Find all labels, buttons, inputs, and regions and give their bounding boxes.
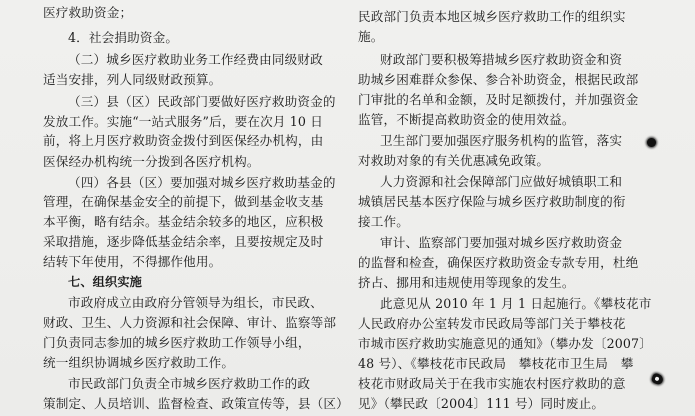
text-line: 门审批的名单和金额，及时足额拨付，并加强资金	[358, 92, 639, 107]
text-line: 挤占、挪用和违规使用等现象的发生。	[358, 275, 575, 290]
text-line: 市城市医疗救助实施意见的通知》（攀办发〔2007〕	[358, 336, 652, 351]
text-line: 见》（攀民政〔2004〕111 号）同时废止。	[358, 396, 605, 411]
text-line: 市民政部门负责全市城乡医疗救助工作的政	[68, 376, 311, 391]
text-line: 监管，不断提高救助资金的使用效益。	[358, 112, 575, 127]
text-line: 人力资源和社会保障部门应做好城镇职工和	[380, 174, 623, 189]
text-line: 门负责同志参加的城乡医疗救助工作领导小组，	[43, 335, 311, 350]
text-line: 枝花市财政局关于在我市实施农村医疗救助的意	[358, 376, 626, 391]
text-line: （三）县（区）民政部门要做好医疗救助资金的	[68, 94, 336, 109]
text-line: 发放工作。实施“一站式服务”后，要在次月 10 日	[43, 114, 323, 129]
text-line: 本平衡，略有结余。基金结余较多的地区，应积极	[43, 214, 324, 229]
text-line: 城镇居民基本医疗保险与城乡医疗救助制度的衔	[358, 194, 626, 209]
ink-blot	[651, 372, 665, 385]
text-line: 财政、卫生、人力资源和社会保障、审计、监察等部	[43, 315, 337, 330]
text-line: 助城乡困难群众参保、参合补助资金，根据民政部	[358, 72, 639, 87]
text-line: 结转下年使用，不得挪作他用。	[43, 254, 222, 269]
ink-blot	[647, 138, 656, 147]
text-line: 采取措施，逐步降低基金结余率，且要按规定及时	[43, 234, 324, 249]
text-line: 管理，在确保基金安全的前提下，做到基金收支基	[43, 194, 324, 209]
text-line: 此意见从 2010 年 1 月 1 日起施行。《攀枝花市	[380, 296, 652, 311]
text-line: （二）城乡医疗救助业务工作经费由同级财政	[68, 52, 323, 67]
text-line: 对救助对象的有关优惠减免政策。	[358, 153, 550, 168]
text-line: 民政部门负责本地区城乡医疗救助工作的组织实	[358, 9, 626, 24]
text-line: 统一组织协调城乡医疗救助工作。	[43, 355, 235, 370]
text-line: 审计、监察部门要加强对城乡医疗救助资金	[380, 235, 623, 250]
text-line: （四）各县（区）要加强对城乡医疗救助基金的	[68, 175, 336, 190]
text-line: 财政部门要积极筹措城乡医疗救助资金和资	[380, 52, 623, 67]
text-line: 4．社会捐助资金。	[68, 30, 179, 45]
text-line: 施。	[358, 29, 384, 44]
text-line: 适当安排，列人同级财政预算。	[43, 72, 222, 87]
text-line: 卫生部门要加强医疗服务机构的监管，落实	[380, 133, 623, 148]
text-line: 市政府成立由政府分管领导为组长，市民政、	[68, 295, 323, 310]
text-line: 前，将上月医疗救助资金拨付到医保经办机构，由	[43, 133, 324, 148]
text-line: 的监督和检查，确保医疗救助资金专款专用，杜绝	[358, 255, 639, 270]
text-line: 接工作。	[358, 214, 409, 229]
text-line: 策制定、人员培训、监督检查、政策宣传等，县（区）	[43, 396, 349, 411]
text-line: 48 号）、《攀枝花市民政局 攀枝花市卫生局 攀	[358, 356, 634, 371]
section-heading: 七、组织实施	[68, 275, 143, 289]
text-line: 医疗救助资金；	[43, 5, 133, 20]
text-line: 医保经办机构统一分拨到各医疗机构。	[43, 154, 260, 169]
text-line: 人民政府办公室转发市民政局等部门关于攀枝花	[358, 316, 626, 331]
